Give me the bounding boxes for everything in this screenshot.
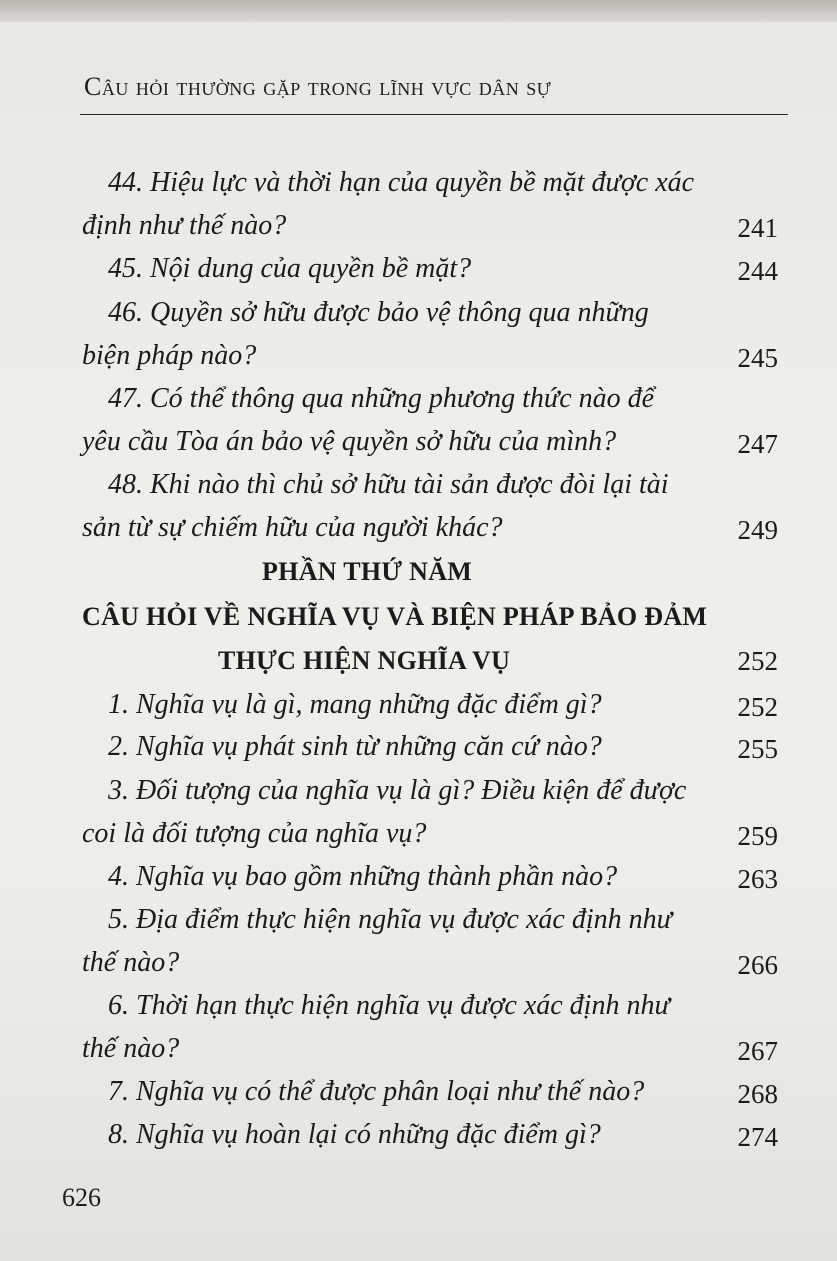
part-page: 252 xyxy=(737,646,778,676)
toc-entry-47-line-2: yêu cầu Tòa án bảo vệ quyền sở hữu của mình? xyxy=(82,426,617,457)
toc-entry-5-line-1: 5. Địa điểm thực hiện nghĩa vụ được xác định như xyxy=(108,904,672,935)
part-title-line-1: CÂU HỎI VỀ NGHĨA VỤ VÀ BIỆN PHÁP BẢO ĐẢM xyxy=(82,602,708,631)
toc-entry-6-line-1: 6. Thời hạn thực hiện nghĩa vụ được xác định như xyxy=(108,990,670,1021)
toc-entry-1-page: 252 xyxy=(737,692,778,722)
toc-entry-6-page: 267 xyxy=(737,1036,778,1066)
toc-entry-45-line-1: 45. Nội dung của quyền bề mặt? xyxy=(108,253,472,284)
toc-entry-44-line-1: 44. Hiệu lực và thời hạn của quyền bề mặt được xác xyxy=(108,167,695,198)
toc-entry-7-line-1: 7. Nghĩa vụ có thể được phân loại như thế nào? xyxy=(108,1076,645,1107)
toc-entry-46-line-1: 46. Quyền sở hữu được bảo vệ thông qua những xyxy=(108,297,649,328)
toc-entry-48-line-2: sản từ sự chiếm hữu của người khác? xyxy=(82,512,503,543)
toc-entry-1-line-1: 1. Nghĩa vụ là gì, mang những đặc điểm gì? xyxy=(108,689,602,720)
toc-entry-3-page: 259 xyxy=(737,821,778,851)
toc-entry-5-page: 266 xyxy=(737,950,778,980)
toc-entry-45-page: 244 xyxy=(737,256,778,286)
toc-entry-3-line-1: 3. Đối tượng của nghĩa vụ là gì? Điều kiện để được xyxy=(108,775,687,806)
toc-entry-47-line-1: 47. Có thể thông qua những phương thức nào để xyxy=(108,383,655,414)
toc-entry-7-page: 268 xyxy=(737,1079,778,1109)
part-label: PHẦN THỨ NĂM xyxy=(262,557,473,586)
toc-entry-4-line-1: 4. Nghĩa vụ bao gồm những thành phần nào? xyxy=(108,861,618,892)
page-number: 626 xyxy=(62,1183,101,1212)
toc-entry-3-line-2: coi là đối tượng của nghĩa vụ? xyxy=(82,818,427,849)
running-head: Câu hỏi thường gặp trong lĩnh vực dân sự xyxy=(84,72,552,101)
toc-entry-47-page: 247 xyxy=(737,429,778,459)
toc-entry-46-page: 245 xyxy=(737,343,778,373)
toc-entry-5-line-2: thế nào? xyxy=(82,947,180,978)
toc-entry-8-line-1: 8. Nghĩa vụ hoàn lại có những đặc điểm gì? xyxy=(108,1119,601,1150)
toc-entry-2-line-1: 2. Nghĩa vụ phát sinh từ những căn cứ nào? xyxy=(108,731,602,762)
toc-entry-8-page: 274 xyxy=(737,1122,778,1152)
toc-entry-4-page: 263 xyxy=(737,864,778,894)
toc-entry-48-line-1: 48. Khi nào thì chủ sở hữu tài sản được đòi lại tài xyxy=(108,469,669,500)
toc-entry-2-page: 255 xyxy=(737,734,778,764)
toc-entry-48-page: 249 xyxy=(737,515,778,545)
toc-entry-44-page: 241 xyxy=(737,213,778,243)
part-title-line-2: THỰC HIỆN NGHĨA VỤ xyxy=(218,646,511,675)
toc-entry-46-line-2: biện pháp nào? xyxy=(82,340,257,371)
toc-entry-44-line-2: định như thế nào? xyxy=(82,210,287,241)
toc-entry-6-line-2: thế nào? xyxy=(82,1033,180,1064)
